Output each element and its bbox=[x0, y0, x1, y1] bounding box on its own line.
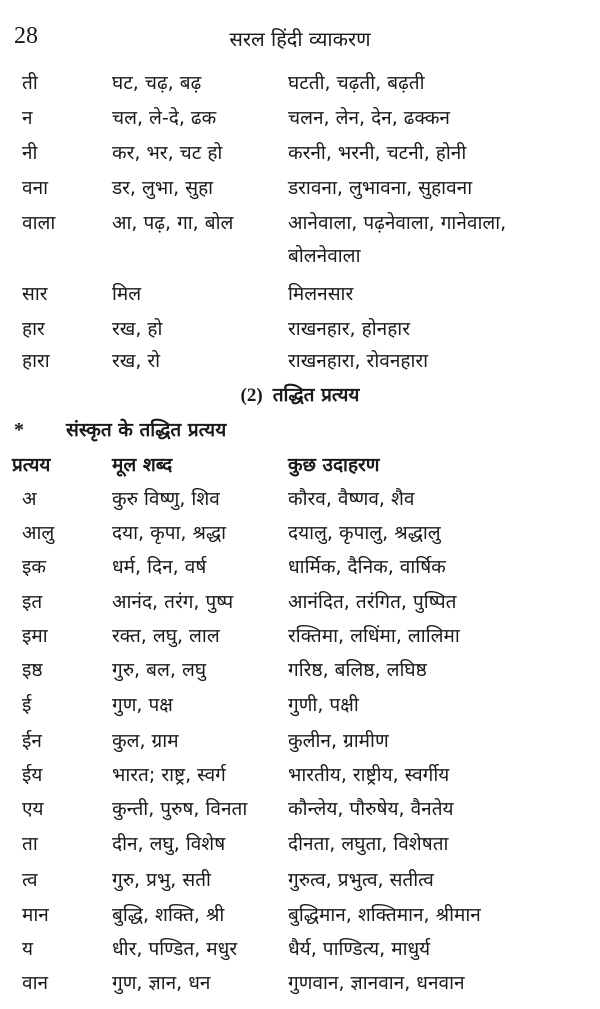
examples-cell: डरावना, लुभावना, सुहावना bbox=[288, 177, 473, 199]
suffix-cell: इक bbox=[22, 556, 46, 578]
root-words-cell: दीन, लघु, विशेष bbox=[112, 833, 226, 855]
suffix-cell: ईन bbox=[22, 730, 42, 752]
column-header-suffix: प्रत्यय bbox=[12, 454, 51, 476]
suffix-cell: अ bbox=[22, 488, 37, 510]
suffix-cell: ईय bbox=[22, 764, 43, 786]
suffix-cell: नी bbox=[22, 142, 38, 164]
suffix-cell: इमा bbox=[22, 625, 48, 647]
section-number: (2) bbox=[240, 385, 263, 406]
examples-cell: बुद्धिमान, शक्तिमान, श्रीमान bbox=[288, 904, 481, 926]
root-words-cell: कुल, ग्राम bbox=[112, 730, 179, 752]
suffix-cell: य bbox=[22, 938, 34, 960]
root-words-cell: आनंद, तरंग, पुष्प bbox=[112, 591, 234, 613]
root-words-cell: रख, रो bbox=[112, 350, 161, 372]
root-words-cell: गुण, ज्ञान, धन bbox=[112, 972, 211, 994]
suffix-cell: इत bbox=[22, 591, 43, 613]
root-words-cell: धीर, पण्डित, मधुर bbox=[112, 938, 238, 960]
root-words-cell: कुन्ती, पुरुष, विनता bbox=[112, 798, 248, 820]
examples-cell: गुणी, पक्षी bbox=[288, 694, 359, 716]
bullet-star: * bbox=[14, 419, 24, 441]
section-heading bbox=[0, 381, 600, 410]
examples-cell: कौरव, वैष्णव, शैव bbox=[288, 488, 415, 510]
root-words-cell: आ, पढ़, गा, बोल bbox=[112, 212, 234, 234]
suffix-cell: ती bbox=[22, 72, 38, 94]
root-words-cell: धर्म, दिन, वर्ष bbox=[112, 556, 207, 578]
suffix-cell: त्व bbox=[22, 869, 38, 891]
subsection-title: संस्कृत के तद्धित प्रत्यय bbox=[66, 419, 227, 441]
suffix-cell: मान bbox=[22, 904, 49, 926]
root-words-cell: डर, लुभा, सुहा bbox=[112, 177, 214, 199]
column-header-root-words: मूल शब्द bbox=[112, 454, 173, 476]
examples-cell: भारतीय, राष्ट्रीय, स्वर्गीय bbox=[288, 764, 450, 786]
examples-cell: गुणवान, ज्ञानवान, धनवान bbox=[288, 972, 465, 994]
examples-cell: धार्मिक, दैनिक, वार्षिक bbox=[288, 556, 446, 578]
column-header-examples: कुछ उदाहरण bbox=[288, 454, 380, 476]
suffix-cell: आलु bbox=[22, 522, 55, 544]
examples-cell: करनी, भरनी, चटनी, होनी bbox=[288, 142, 467, 164]
suffix-cell: सार bbox=[22, 283, 48, 305]
examples-cell: आनंदित, तरंगित, पुष्पित bbox=[288, 591, 457, 613]
suffix-cell: ता bbox=[22, 833, 38, 855]
examples-cell: आनेवाला, पढ़नेवाला, गानेवाला, bbox=[288, 212, 507, 234]
examples-cell: बोलनेवाला bbox=[288, 245, 361, 267]
root-words-cell: दया, कृपा, श्रद्धा bbox=[112, 522, 227, 544]
examples-cell: गरिष्ठ, बलिष्ठ, लघिष्ठ bbox=[288, 659, 427, 681]
root-words-cell: गुरु, बल, लघु bbox=[112, 659, 207, 681]
suffix-cell: हार bbox=[22, 318, 45, 340]
root-words-cell: कर, भर, चट हो bbox=[112, 142, 223, 164]
root-words-cell: रख, हो bbox=[112, 318, 163, 340]
root-words-cell: मिल bbox=[112, 283, 142, 305]
suffix-cell: वान bbox=[22, 972, 49, 994]
suffix-cell: न bbox=[22, 107, 33, 129]
root-words-cell: बुद्धि, शक्ति, श्री bbox=[112, 904, 225, 926]
examples-cell: धैर्य, पाण्डित्य, माधुर्य bbox=[288, 938, 431, 960]
root-words-cell: भारत; राष्ट्र, स्वर्ग bbox=[112, 764, 226, 786]
examples-cell: रक्तिमा, लधिंमा, लालिमा bbox=[288, 625, 460, 647]
root-words-cell: घट, चढ़, बढ़ bbox=[112, 72, 202, 94]
section-title: तद्धित प्रत्यय bbox=[272, 384, 360, 406]
suffix-cell: इष्ठ bbox=[22, 659, 43, 681]
suffix-cell: वना bbox=[22, 177, 49, 199]
suffix-cell: वाला bbox=[22, 212, 56, 234]
examples-cell: कुलीन, ग्रामीण bbox=[288, 730, 389, 752]
root-words-cell: रक्त, लघु, लाल bbox=[112, 625, 220, 647]
examples-cell: दीनता, लघुता, विशेषता bbox=[288, 833, 449, 855]
examples-cell: चलन, लेन, देन, ढक्कन bbox=[288, 107, 450, 129]
page-number: 28 bbox=[14, 23, 38, 49]
examples-cell: कौन्लेय, पौरुषेय, वैनतेय bbox=[288, 798, 454, 820]
examples-cell: गुरुत्व, प्रभुत्व, सतीत्व bbox=[288, 869, 434, 891]
examples-cell: राखनहार, होनहार bbox=[288, 318, 410, 340]
examples-cell: दयालु, कृपालु, श्रद्धालु bbox=[288, 522, 441, 544]
suffix-cell: ई bbox=[22, 694, 32, 716]
root-words-cell: चल, ले-दे, ढक bbox=[112, 107, 217, 129]
root-words-cell: गुण, पक्ष bbox=[112, 694, 173, 716]
root-words-cell: गुरु, प्रभु, सती bbox=[112, 869, 211, 891]
running-title: सरल हिंदी व्याकरण bbox=[229, 27, 371, 51]
suffix-cell: एय bbox=[22, 798, 44, 820]
examples-cell: घटती, चढ़ती, बढ़ती bbox=[288, 72, 425, 94]
examples-cell: मिलनसार bbox=[288, 283, 354, 305]
examples-cell: राखनहारा, रोवनहारा bbox=[288, 350, 429, 372]
suffix-cell: हारा bbox=[22, 350, 50, 372]
root-words-cell: कुरु विष्णु, शिव bbox=[112, 488, 220, 510]
